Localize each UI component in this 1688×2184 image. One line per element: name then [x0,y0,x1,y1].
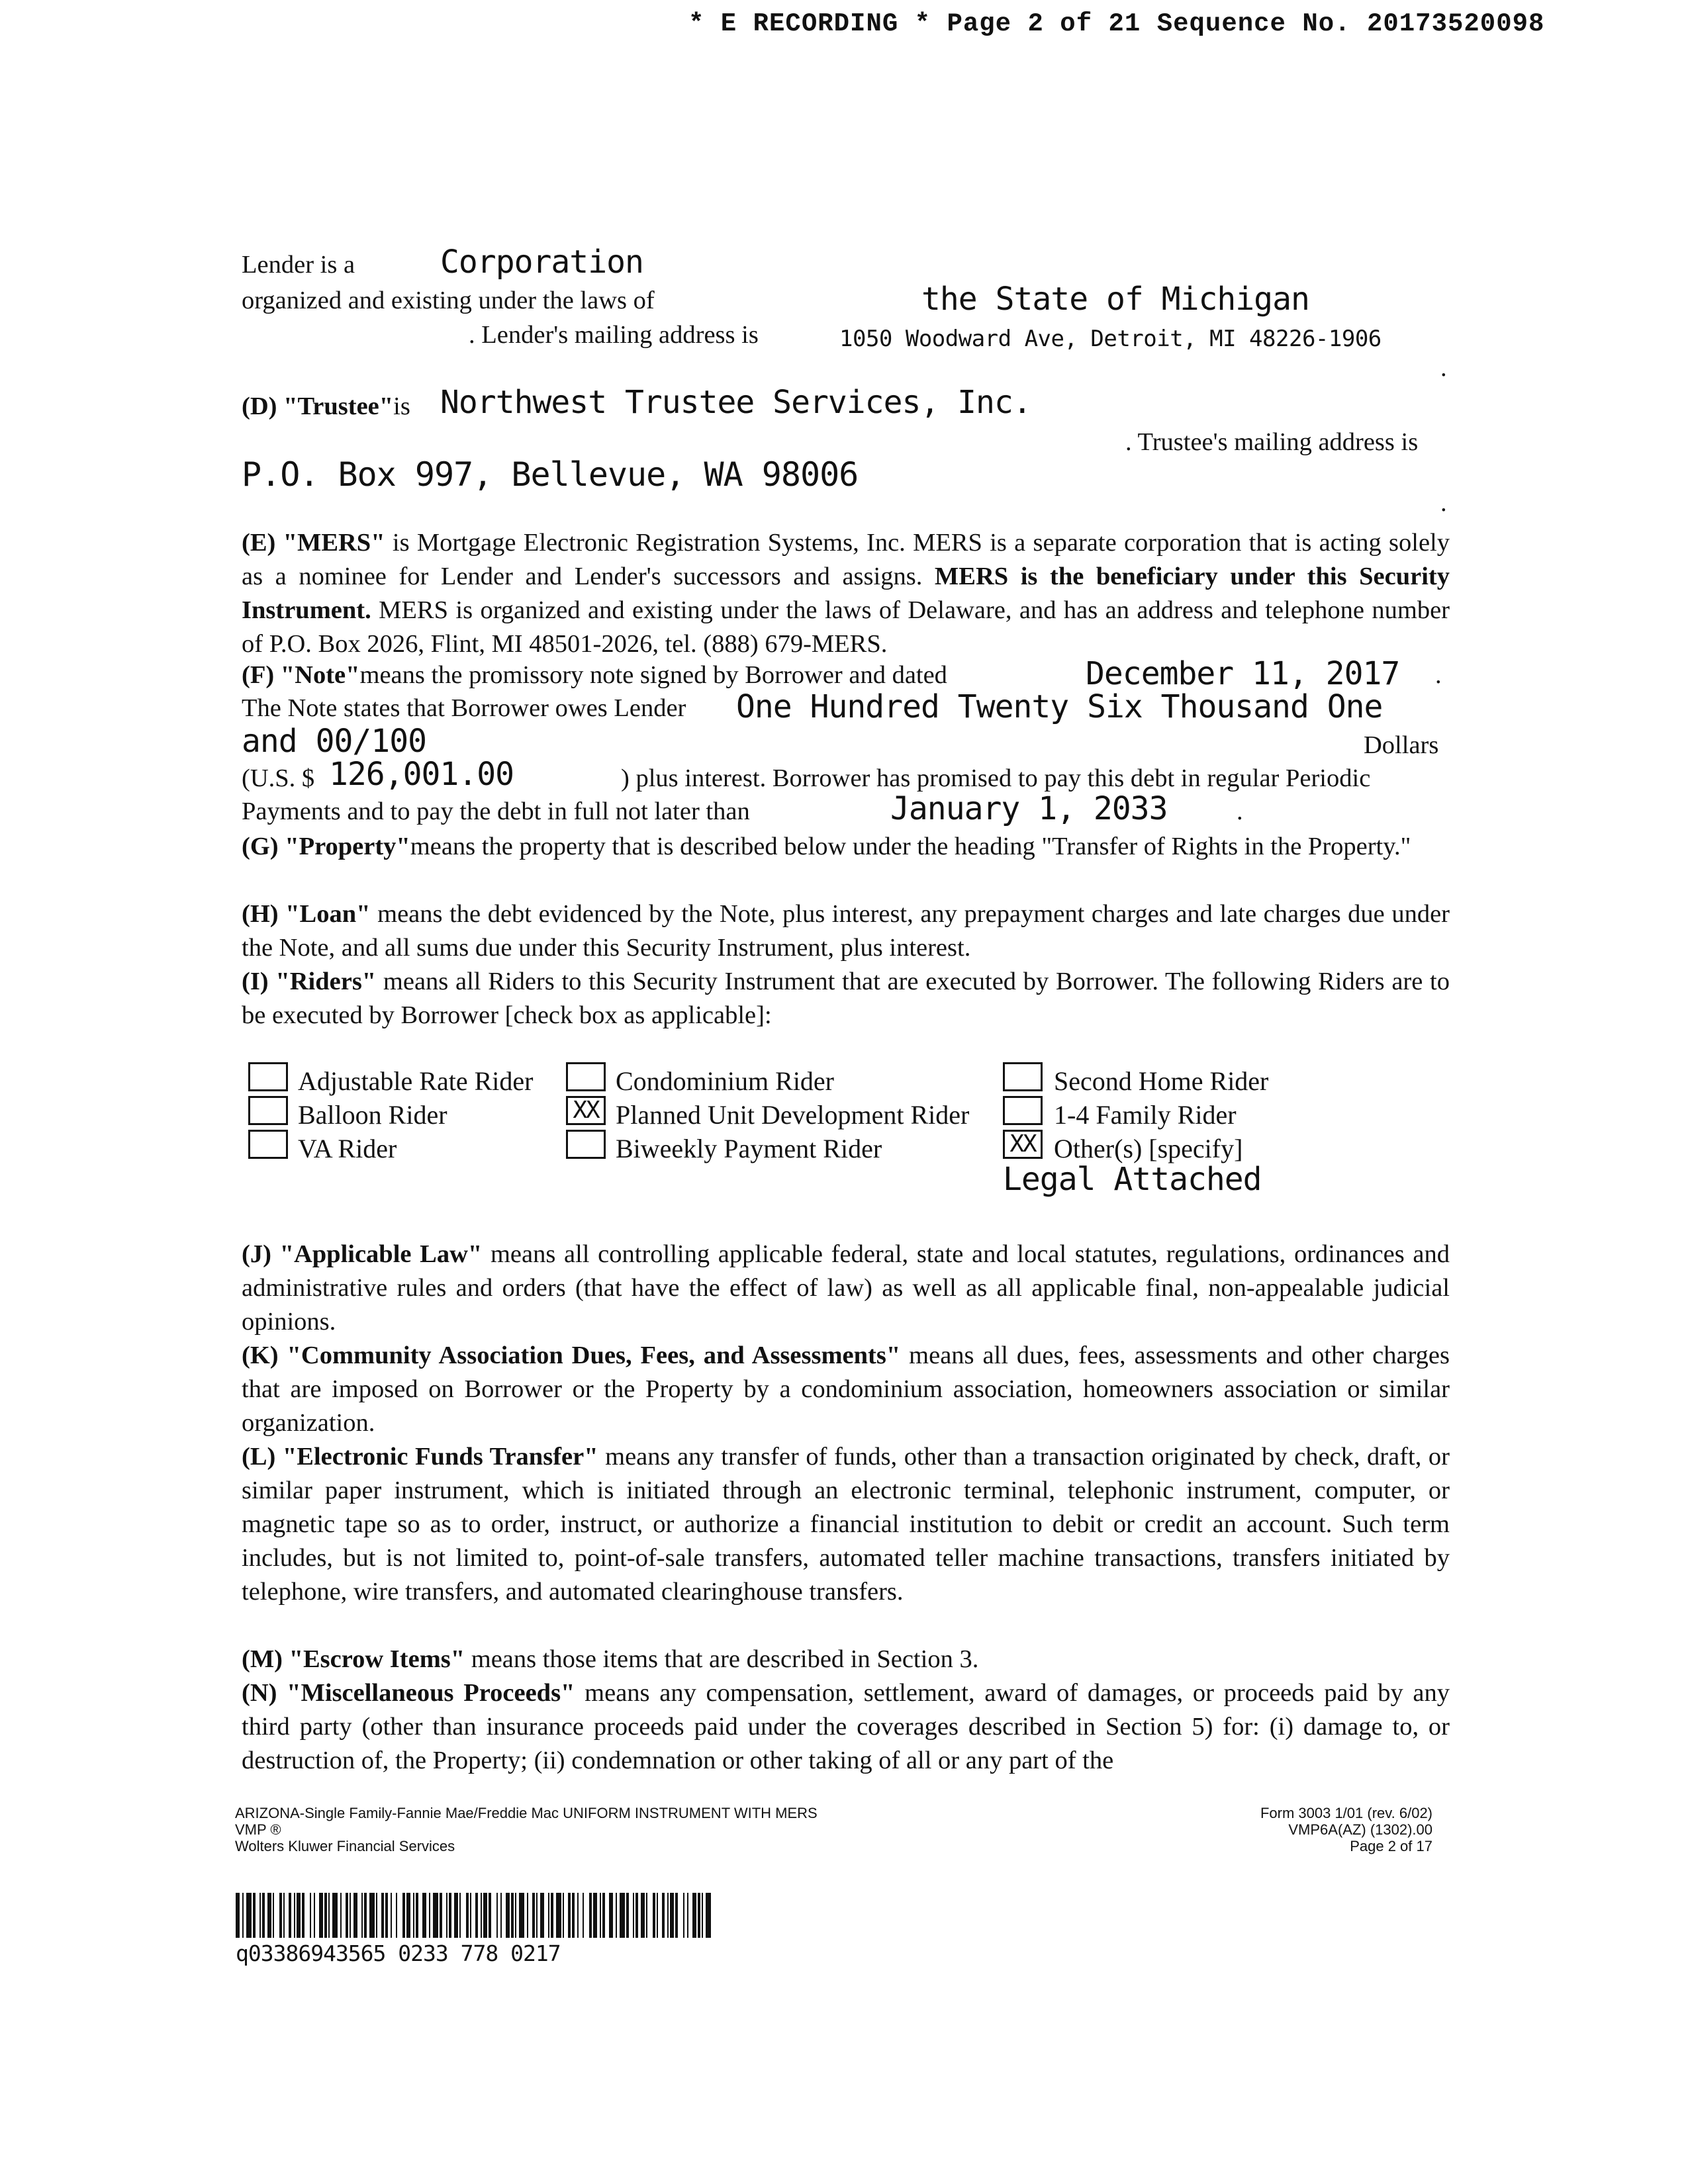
community-association-term: (K) "Community Association Dues, Fees, and Assessments" [242,1342,901,1369]
barcode-bar [470,1893,471,1938]
note-date: December 11, 2017 [1086,655,1400,692]
barcode-bar [422,1893,426,1938]
applicable-law-text: means all controlling applicable federal, state and local statutes, regulations, ordinances and administrative rules and orders (that have the effect of law) as well as all applicable final, non-appealable judicial opinions. [242,1240,1450,1336]
barcode-image [236,1893,712,1939]
note-amount-numeric: 126,001.00 [329,756,514,793]
barcode-bar [332,1893,338,1938]
barcode-bar [572,1893,575,1938]
footer-publisher: Wolters Kluwer Financial Services [235,1838,455,1854]
balloon-rider-checkbox[interactable] [248,1096,288,1125]
barcode-bar [540,1893,544,1938]
barcode-bar [294,1893,295,1938]
barcode-bar [683,1893,684,1938]
footer-form-title: ARIZONA-Single Family-Fannie Mae/Freddie Mac UNIFORM INSTRUMENT WITH MERS [235,1805,818,1821]
barcode-bar [511,1893,514,1938]
barcode-bar [568,1893,571,1938]
eft-term: (L) "Electronic Funds Transfer" [242,1443,598,1471]
barcode-bar [667,1893,669,1938]
loan-text: means the debt evidenced by the Note, plus interest, any prepayment charges and late charges due under the Note, and all sums due under this Security Instrument, plus interest. [242,900,1450,962]
barcode-bar [589,1893,592,1938]
miscellaneous-proceeds-definition [242,1676,1450,1778]
community-association-definition [242,1339,1450,1440]
barcode-bar [551,1893,553,1938]
note-amount-words-1: One Hundred Twenty Six Thousand One [736,688,1383,725]
footer-page-number: Page 2 of 17 [1350,1838,1432,1854]
barcode-bar [496,1893,498,1938]
trustee-address: P.O. Box 997, Bellevue, WA 98006 [242,455,859,494]
lender-organized-label: organized and existing under the laws of [242,287,655,314]
barcode-bar [626,1893,629,1938]
note-dollars-label: Dollars [1364,731,1439,759]
barcode-bar [279,1893,282,1938]
lender-state: the State of Michigan [921,281,1309,318]
loan-term: (H) "Loan" [242,900,371,928]
note-text-1: means the promissory note signed by Borrower and dated [359,661,947,689]
riders-text: means all Riders to this Security Instrument that are executed by Borrower. The following Riders are to be executed by Borrower [check box as applicable]: [242,968,1450,1029]
barcode-bar [406,1893,410,1938]
note-amount-words-2: and 00/100 [242,723,426,760]
applicable-law-term: (J) "Applicable Law" [242,1240,483,1268]
barcode-bar [577,1893,579,1938]
barcode-bar [310,1893,311,1938]
trustee-term: (D) "Trustee" [242,392,394,420]
note-text-2: The Note states that Borrower owes Lender [242,694,686,722]
footer-form-number [1260,1805,1432,1854]
barcode-bar [475,1893,478,1938]
barcode-bar [500,1893,502,1938]
barcode-bar [242,1893,244,1938]
lender-trailing-period: . [1440,354,1447,382]
barcode-bar [236,1893,240,1938]
barcode-bar [602,1893,605,1938]
riders-definition [242,965,1450,1032]
barcode-bar [416,1893,418,1938]
barcode-bar [515,1893,516,1938]
barcode-bar [433,1893,438,1938]
note-line-1 [242,660,947,690]
barcode-bar [653,1893,655,1938]
barcode-bar [548,1893,549,1938]
recording-banner: * E RECORDING * Page 2 of 21 Sequence No. 20173520098 [688,9,1545,38]
community-association-text: means all dues, fees, assessments and other charges that are imposed on Borrower or the Property by a condominium association, homeowners association or similar organization. [242,1342,1450,1437]
barcode-bar [429,1893,430,1938]
note-text-3: ) plus interest. Borrower has promised to pay this debt in regular Periodic [621,764,1371,792]
barcode-bar [600,1893,601,1938]
mers-term: (E) "MERS" [242,529,385,557]
barcode-bar [413,1893,414,1938]
note-period-1: . [1435,661,1442,689]
other-rider-label: Other(s) [specify] [1054,1134,1243,1163]
barcode-bar [675,1893,678,1938]
barcode-bar [583,1893,584,1938]
riders-term: (I) "Riders" [242,968,377,995]
barcode-bar [670,1893,674,1938]
barcode-bar [289,1893,291,1938]
barcode-bar [459,1893,461,1938]
footer-vmp-code: VMP6A(AZ) (1302).00 [1288,1821,1432,1838]
barcode-bar [385,1893,388,1938]
biweekly-payment-rider-label: Biweekly Payment Rider [616,1134,882,1163]
barcode-bar [353,1893,357,1938]
other-rider-checkbox[interactable]: XX [1003,1130,1043,1159]
barcode-bar [302,1893,305,1938]
miscellaneous-proceeds-text: means any compensation, settlement, award of damages, or proceeds paid by any third party (other than insurance proceeds paid under the coverages described in Section 5) for: (i) damage to, or destruction of, the Property; (ii) condemnation or other taking of all or any part of the [242,1679,1450,1774]
lender-mailing-address: 1050 Woodward Ave, Detroit, MI 48226-1906 [839,326,1382,352]
adjustable-rate-rider-label: Adjustable Rate Rider [298,1066,534,1096]
barcode-bar [449,1893,451,1938]
biweekly-payment-rider-checkbox[interactable] [566,1130,606,1159]
barcode-bar [620,1893,625,1938]
barcode-bar [391,1893,392,1938]
second-home-rider-checkbox[interactable] [1003,1062,1043,1091]
mers-text-2: MERS is organized and existing under the laws of Delaware, and has an address and telephone number of P.O. Box 2026, Flint, MI 48501-2026, tel. (888) 679-MERS. [242,596,1450,658]
second-home-rider-label: Second Home Rider [1054,1066,1269,1096]
trustee-mailing-label: . Trustee's mailing address is [1125,428,1419,456]
barcode-bar [481,1893,482,1938]
mers-beneficiary-bold: MERS is the beneficiary under this Security Instrument. [242,563,1450,624]
barcode-bar [687,1893,688,1938]
barcode-bar [262,1893,265,1938]
escrow-items-text: means those items that are described in Section 3. [465,1645,979,1673]
barcode-bar [369,1893,375,1938]
barcode-bar [698,1893,700,1938]
escrow-items-term: (M) "Escrow Items" [242,1645,465,1673]
footer-vmp-mark: VMP ® [235,1821,281,1838]
barcode-bar [381,1893,384,1938]
barcode-bar [635,1893,638,1938]
barcode-bar [446,1893,447,1938]
barcode-bar [346,1893,348,1938]
condominium-rider-label: Condominium Rider [616,1066,834,1096]
note-text-4: Payments and to pay the debt in full not later than [242,797,750,825]
trustee-name: Northwest Trustee Services, Inc. [440,384,1031,421]
barcode-bar [328,1893,330,1938]
barcode-bar [641,1893,645,1938]
property-text: means the property that is described below under the heading "Transfer of Rights in the Property." [410,833,1411,860]
note-us-label: (U.S. $ [242,764,315,792]
lender-is-a-label: Lender is a [242,251,355,279]
barcode-bar [314,1893,315,1938]
property-definition [242,830,1450,864]
barcode-bar [633,1893,634,1938]
barcode-bar [662,1893,665,1938]
barcode-bar [324,1893,327,1938]
barcode-bar [519,1893,524,1938]
barcode-bar [527,1893,528,1938]
barcode-bar [340,1893,342,1938]
lender-entity-type: Corporation [440,244,643,281]
miscellaneous-proceeds-term: (N) "Miscellaneous Proceeds" [242,1679,575,1707]
note-period-2: . [1237,797,1243,825]
planned-unit-development-rider-checkbox[interactable]: XX [566,1096,606,1125]
escrow-items-definition [242,1643,1450,1676]
mers-text-1: is Mortgage Electronic Registration Systems, Inc. MERS is a separate corporation that is acting solely as a nominee for Lender and Lender's successors and assigns. [242,529,1450,590]
barcode-bar [440,1893,442,1938]
barcode-bar [396,1893,397,1938]
barcode-bar [483,1893,487,1938]
one-to-four-family-rider-checkbox[interactable] [1003,1096,1043,1125]
one-to-four-family-rider-label: 1-4 Family Rider [1054,1100,1237,1130]
condominium-rider-checkbox[interactable] [566,1062,606,1091]
trustee-heading [242,392,410,421]
barcode-bar [283,1893,285,1938]
loan-definition [242,897,1450,965]
barcode-bar [702,1893,703,1938]
planned-unit-development-rider-label: Planned Unit Development Rider [616,1100,970,1130]
barcode-bar [350,1893,351,1938]
property-term: (G) "Property" [242,833,410,860]
barcode-bar [536,1893,538,1938]
barcode-bar [657,1893,658,1938]
footer-form-revision: Form 3003 1/01 (rev. 6/02) [1260,1805,1432,1821]
barcode-bar [532,1893,535,1938]
barcode-bar [246,1893,252,1938]
note-maturity-date: January 1, 2033 [890,790,1168,827]
barcode-number: q03386943565 0233 778 0217 [236,1940,561,1966]
footer-form-info [235,1805,818,1854]
barcode-bar [253,1893,256,1938]
barcode-bar [454,1893,458,1938]
barcode-bar [692,1893,696,1938]
va-rider-label: VA Rider [298,1134,397,1163]
barcode-bar [489,1893,491,1938]
barcode-bar [593,1893,597,1938]
trustee-trailing-period: . [1440,489,1447,517]
mers-definition [242,526,1450,661]
barcode-bar [556,1893,561,1938]
eft-text: means any transfer of funds, other than a transaction originated by check, draft, or similar paper instrument, which is initiated through an electronic terminal, telephonic instrument, computer, or magnetic tape so as to order, instruct, or authorize a financial institution to debit or credit an account. Such term includes, but is not limited to, point-of-sale transfers, automated teller machine transactions, transfers initiated by telephone, wire transfers, and automated clearinghouse transfers. [242,1443,1450,1606]
barcode-bar [259,1893,261,1938]
barcode-bar [376,1893,377,1938]
barcode-bar [364,1893,367,1938]
barcode-bar [402,1893,405,1938]
barcode-bar [563,1893,564,1938]
note-term: (F) "Note" [242,661,360,689]
barcode-bar [466,1893,469,1938]
lender-mailing-label: . Lender's mailing address is [469,321,759,349]
applicable-law-definition [242,1238,1450,1339]
barcode-bar [297,1893,301,1938]
other-rider-specify: Legal Attached [1003,1161,1262,1198]
barcode-bar [273,1893,274,1938]
barcode-bar [609,1893,613,1938]
barcode-bar [506,1893,510,1938]
eft-definition [242,1440,1450,1609]
adjustable-rate-rider-checkbox[interactable] [248,1062,288,1091]
barcode-bar [646,1893,647,1938]
barcode-bar [319,1893,323,1938]
trustee-is: is [393,392,410,420]
balloon-rider-label: Balloon Rider [298,1100,447,1130]
va-rider-checkbox[interactable] [248,1130,288,1159]
barcode-bar [361,1893,363,1938]
barcode-bar [267,1893,271,1938]
barcode-bar [616,1893,617,1938]
barcode-bar [706,1893,711,1938]
